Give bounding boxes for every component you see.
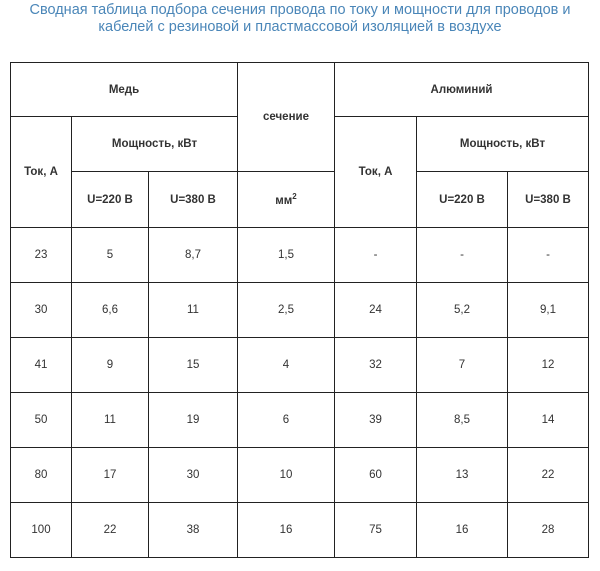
cell-power-220-aluminum: 8,5 — [417, 393, 508, 448]
cell-section-mm2: 4 — [238, 338, 335, 393]
table-row — [11, 448, 589, 503]
header-current-aluminum: Ток, А — [335, 117, 417, 228]
cell-section-mm2: 2,5 — [238, 283, 335, 338]
title-line-2: кабелей с резиновой и пластмассовой изоляцией в воздухе — [98, 19, 502, 35]
unit-superscript: 2 — [292, 192, 297, 202]
cell-current-copper: 100 — [11, 503, 72, 558]
cell-power-380-copper: 8,7 — [149, 228, 238, 283]
cell-power-220-copper: 6,6 — [72, 283, 149, 338]
cell-power-380-aluminum: 9,1 — [508, 283, 589, 338]
table-body — [11, 228, 589, 558]
cell-section-mm2: 1,5 — [238, 228, 335, 283]
header-current-copper: Ток, А — [11, 117, 72, 228]
cell-section-mm2: 6 — [238, 393, 335, 448]
cell-current-aluminum: 75 — [335, 503, 417, 558]
cell-current-aluminum: - — [335, 228, 417, 283]
header-u380-aluminum: U=380 В — [508, 172, 589, 228]
cell-power-380-aluminum: - — [508, 228, 589, 283]
cell-power-220-aluminum: 13 — [417, 448, 508, 503]
cell-power-220-aluminum: 16 — [417, 503, 508, 558]
cell-power-220-aluminum: 5,2 — [417, 283, 508, 338]
table-row — [11, 283, 589, 338]
cell-section-mm2: 16 — [238, 503, 335, 558]
wire-section-table — [10, 62, 589, 558]
cell-current-copper: 80 — [11, 448, 72, 503]
header-power-copper: Мощность, кВт — [72, 117, 238, 172]
cell-power-220-copper: 17 — [72, 448, 149, 503]
cell-power-220-aluminum: - — [417, 228, 508, 283]
cell-power-380-copper: 15 — [149, 338, 238, 393]
cell-power-220-copper: 9 — [72, 338, 149, 393]
header-section: сечение — [238, 63, 335, 172]
cell-power-380-aluminum: 28 — [508, 503, 589, 558]
cell-power-380-copper: 19 — [149, 393, 238, 448]
header-aluminum: Алюминий — [335, 63, 589, 117]
cell-section-mm2: 10 — [238, 448, 335, 503]
header-u220-aluminum: U=220 В — [417, 172, 508, 228]
cell-power-220-copper: 22 — [72, 503, 149, 558]
table-row — [11, 393, 589, 448]
cell-power-380-copper: 11 — [149, 283, 238, 338]
cell-power-380-aluminum: 14 — [508, 393, 589, 448]
cell-current-copper: 50 — [11, 393, 72, 448]
unit-base: мм — [275, 194, 293, 207]
table-row — [11, 228, 589, 283]
cell-power-380-copper: 30 — [149, 448, 238, 503]
cell-current-copper: 30 — [11, 283, 72, 338]
cell-current-aluminum: 32 — [335, 338, 417, 393]
cell-current-copper: 23 — [11, 228, 72, 283]
title-line-1: Сводная таблица подбора сечения провода по току и мощности для проводов и — [29, 2, 571, 18]
header-power-aluminum: Мощность, кВт — [417, 117, 589, 172]
cell-current-aluminum: 39 — [335, 393, 417, 448]
header-u380-copper: U=380 В — [149, 172, 238, 228]
page-title — [0, 2, 600, 36]
cell-current-aluminum: 24 — [335, 283, 417, 338]
cell-current-aluminum: 60 — [335, 448, 417, 503]
table-row — [11, 338, 589, 393]
cell-power-220-aluminum: 7 — [417, 338, 508, 393]
cell-power-380-aluminum: 22 — [508, 448, 589, 503]
header-copper: Медь — [11, 63, 238, 117]
header-section-unit — [238, 172, 335, 228]
cell-current-copper: 41 — [11, 338, 72, 393]
table-row — [11, 503, 589, 558]
cell-power-380-aluminum: 12 — [508, 338, 589, 393]
cell-power-380-copper: 38 — [149, 503, 238, 558]
cell-power-220-copper: 5 — [72, 228, 149, 283]
header-u220-copper: U=220 В — [72, 172, 149, 228]
cell-power-220-copper: 11 — [72, 393, 149, 448]
